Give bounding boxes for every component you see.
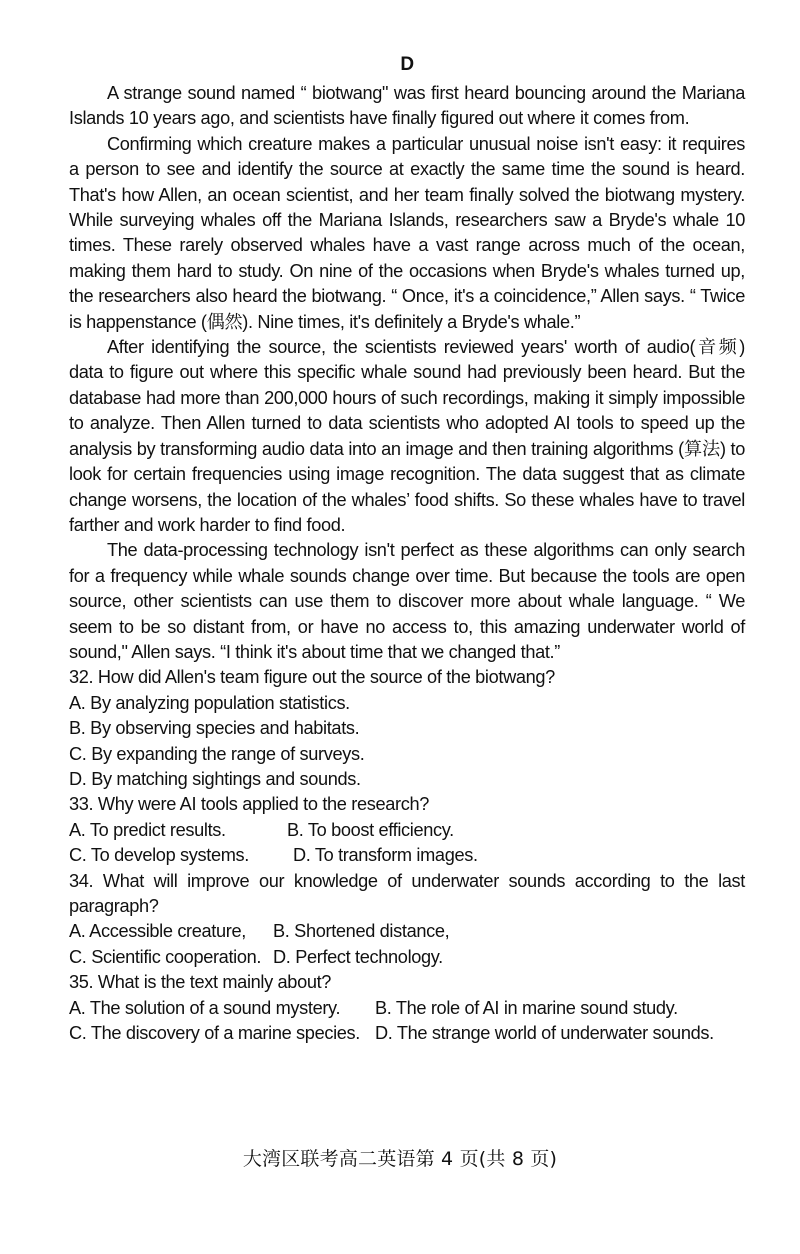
option-row <box>69 716 745 741</box>
option-d[interactable]: D. Perfect technology. <box>273 946 443 967</box>
option-d[interactable]: D. By matching sightings and sounds. <box>69 768 361 789</box>
option-row <box>69 818 745 843</box>
question-list <box>69 665 745 1046</box>
option-row <box>69 945 745 970</box>
option-row <box>69 1021 745 1046</box>
option-b[interactable]: B. Shortened distance, <box>273 921 450 942</box>
option-d[interactable]: D. The strange world of underwater sounds. <box>375 1023 714 1044</box>
option-row <box>69 996 745 1021</box>
question-stem: 32. How did Allen's team figure out the source of the biotwang? <box>69 667 555 688</box>
option-a[interactable]: A. To predict results. <box>69 819 226 840</box>
question-34 <box>69 869 745 971</box>
option-row <box>69 691 745 716</box>
option-a[interactable]: A. Accessible creature, <box>69 921 246 942</box>
option-c[interactable]: C. Scientific cooperation. <box>69 946 262 967</box>
option-d[interactable]: D. To transform images. <box>293 845 478 866</box>
option-row <box>69 767 745 792</box>
passage-paragraph-2: Confirming which creature makes a particular unusual noise isn't easy: it requires a person to see and identify the source at exactly the same time the sound is heard. That's how Allen, an ocean scientist, and her team finally solved the biotwang mystery. While surveying whales off the Mariana Islands, researchers saw a Bryde's whale 10 times. These rarely observed whales have a vast range across much of the ocean, making them hard to study. On nine of the occasions when Bryde's whales turned up, the researchers also heard the biotwang. “ Once, it's a coincidence,” Allen says. “ Twice is happenstance (偶然). Nine times, it's definitely a Bryde's whale.” <box>69 133 745 332</box>
question-35 <box>69 970 745 1046</box>
option-a[interactable]: A. By analyzing population statistics. <box>69 692 350 713</box>
option-row <box>69 843 745 868</box>
question-stem: 35. What is the text mainly about? <box>69 972 332 993</box>
question-stem: 34. What will improve our knowledge of underwater sounds according to the last paragraph? <box>69 870 745 916</box>
option-a[interactable]: A. The solution of a sound mystery. <box>69 997 341 1018</box>
passage-paragraph-1: A strange sound named “ biotwang" was first heard bouncing around the Mariana Islands 10 years ago, and scientists have finally figured out where it comes from. <box>69 83 745 129</box>
page-footer: 大湾区联考高二英语第 4 页(共 8 页) <box>242 1148 558 1170</box>
passage-paragraph-4: The data-processing technology isn't perfect as these algorithms can only search for a frequency while whale sounds change over time. But because the tools are open source, other scientists can use them to discover more about whale language. “ We seem to be so distant from, or have no access to, this amazing underwater world of sound," Allen says. “I think it's about time that we changed that.” <box>69 540 745 662</box>
reading-passage <box>69 81 745 665</box>
question-stem: 33. Why were AI tools applied to the research? <box>69 794 429 815</box>
option-b[interactable]: B. The role of AI in marine sound study. <box>375 997 678 1018</box>
option-row <box>69 742 745 767</box>
question-32 <box>69 665 745 792</box>
option-c[interactable]: C. By expanding the range of surveys. <box>69 743 365 764</box>
option-b[interactable]: B. By observing species and habitats. <box>69 718 360 739</box>
question-33 <box>69 792 745 868</box>
option-row <box>69 919 745 944</box>
option-c[interactable]: C. The discovery of a marine species. <box>69 1023 360 1044</box>
section-title: D <box>400 54 414 75</box>
passage-paragraph-3: After identifying the source, the scientists reviewed years' worth of audio(音频) data to figure out where this specific whale sound had previously been heard. But the database had more than 200,000 hours of such recordings, making it simply impossible to analyze. Then Allen turned to data scientists who adopted AI tools to speed up the analysis by transforming audio data into an image and then training algorithms (算法) to look for certain frequencies using image recognition. The data suggest that as climate change worsens, the location of the whales’ food shifts. So these whales have to travel farther and work harder to find food. <box>69 337 745 535</box>
exam-page <box>69 52 745 1046</box>
option-c[interactable]: C. To develop systems. <box>69 845 249 866</box>
option-b[interactable]: B. To boost efficiency. <box>287 819 454 840</box>
